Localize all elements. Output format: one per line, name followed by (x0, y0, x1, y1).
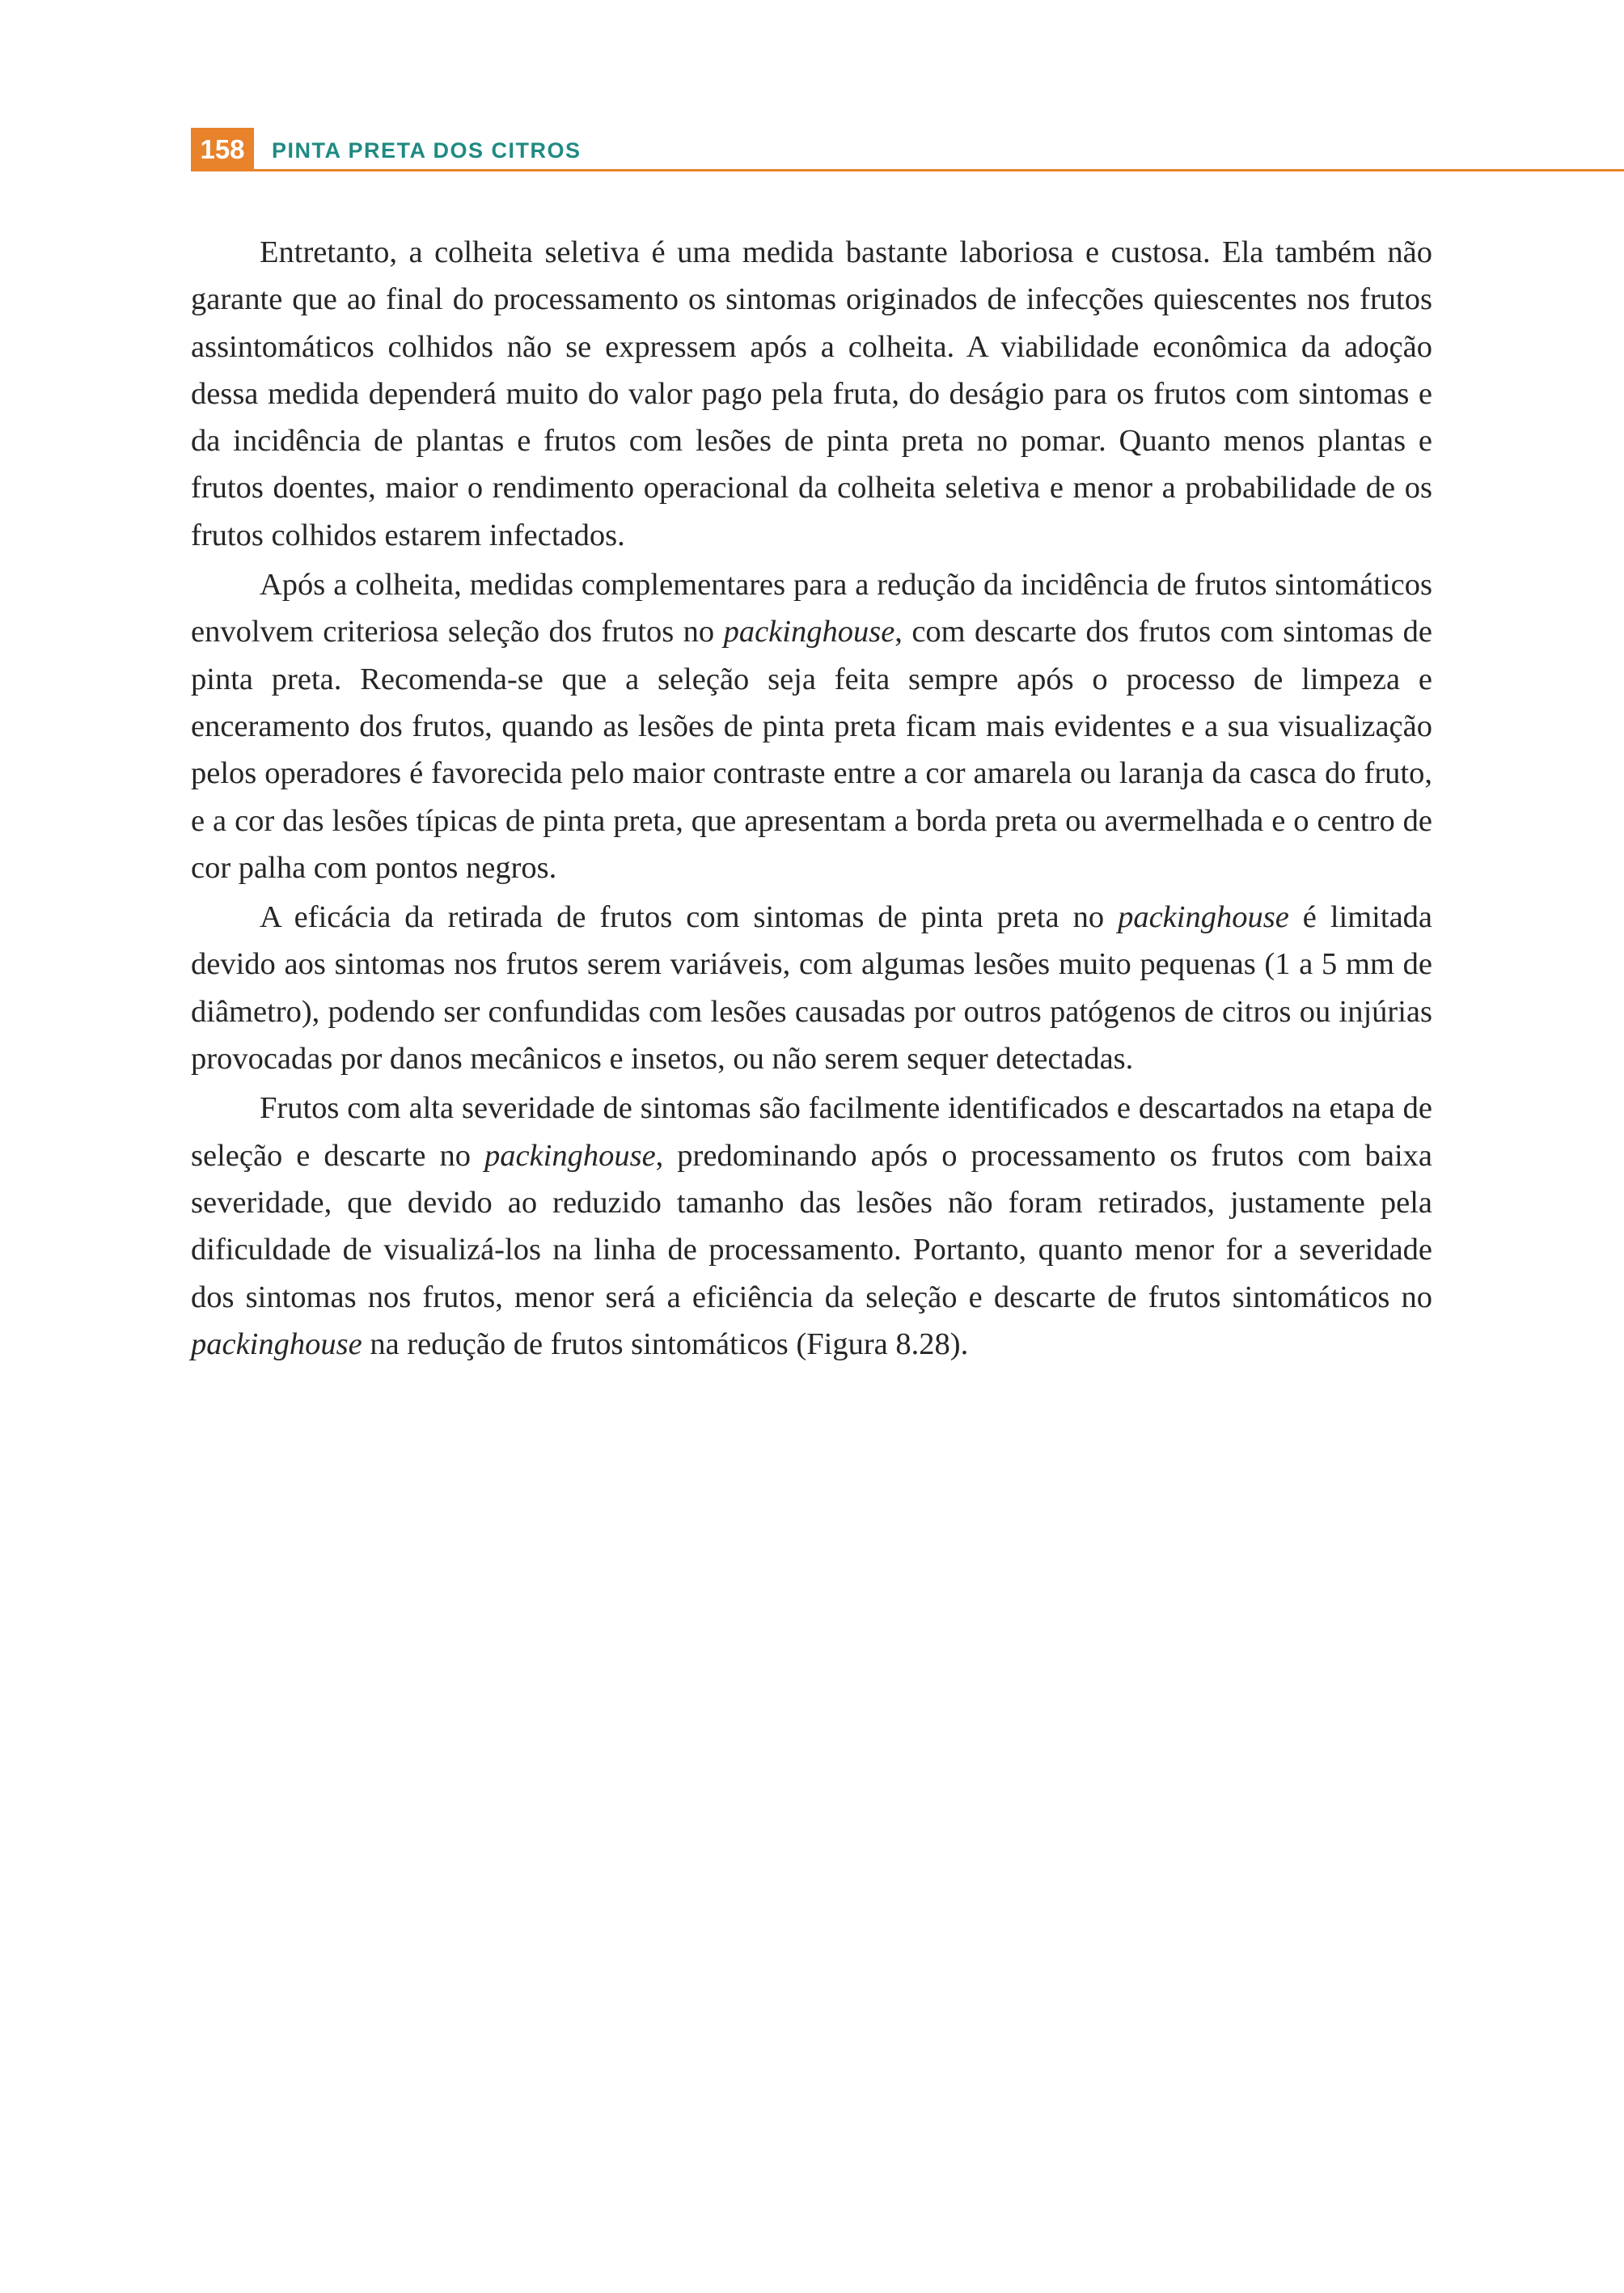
italic-term: packinghouse (484, 1138, 656, 1173)
paragraph-text: Após a colheita, medidas complementares para a redução da incidência de frutos sintomáticos envolvem criteriosa seleção dos frutos no (191, 568, 1432, 649)
italic-term: packinghouse (723, 615, 895, 649)
paragraph-text: A eficácia da retirada de frutos com sintomas de pinta preta no (260, 900, 1119, 935)
paragraph-4 (191, 1085, 1432, 1368)
paragraph-1 (191, 229, 1432, 559)
page-header (191, 128, 1624, 171)
paragraph-text: na redução de frutos sintomáticos (Figura 8.28). (362, 1326, 969, 1361)
paragraph-text: Entretanto, a colheita seletiva é uma medida bastante laboriosa e custosa. Ela também não garante que ao final do processamento os sintomas originados de infecções quiescentes nos frutos assintomáticos colhidos não se expressem após a colheita. A viabilidade econômica da adoção dessa medida dependerá muito do valor pago pela fruta, do deságio para os frutos com sintomas e da incidência de plantas e frutos com lesões de pinta preta no pomar. Quanto menos plantas e frutos doentes, maior o rendimento operacional da colheita seletiva e menor a probabilidade de os frutos colhidos estarem infectados. (191, 235, 1432, 552)
paragraph-3 (191, 894, 1432, 1082)
page-number: 158 (191, 128, 254, 171)
paragraph-text: Frutos com alta severidade de sintomas são facilmente identificados e descartados na etapa de seleção e descarte no (191, 1091, 1432, 1173)
paragraph-text: , predominando após o processamento os frutos com baixa severidade, que devido ao reduzido tamanho das lesões não foram retirados, justamente pela dificuldade de visualizá-los na linha de processamento. Portanto, quanto menor for a severidade dos sintomas nos frutos, menor será a eficiência da seleção e descarte de frutos sintomáticos no (191, 1138, 1432, 1314)
paragraph-text: é limitada devido aos sintomas nos frutos serem variáveis, com algumas lesões muito pequenas (1 a 5 mm de diâmetro), podendo ser confundidas com lesões causadas por outros patógenos de citros ou injúrias provocadas por danos mecânicos e insetos, ou não serem sequer detectadas. (191, 900, 1433, 1077)
paragraph-text: , com descarte dos frutos com sintomas de pinta preta. Recomenda-se que a seleção seja feita sempre após o processo de limpeza e enceramento dos frutos, quando as lesões de pinta preta ficam mais evidentes e a sua visualização pelos operadores é favorecida pelo maior contraste entre a cor amarela ou laranja da casca do fruto, e a cor das lesões típicas de pinta preta, que apresentam a borda preta ou avermelhada e o centro de cor palha com pontos negros. (191, 615, 1432, 885)
italic-term: packinghouse (1118, 900, 1289, 935)
running-title: PINTA PRETA DOS CITROS (272, 138, 582, 163)
italic-term: packinghouse (191, 1326, 362, 1361)
header-rule (191, 169, 1624, 171)
body-text (191, 229, 1432, 1370)
paragraph-2 (191, 561, 1432, 891)
